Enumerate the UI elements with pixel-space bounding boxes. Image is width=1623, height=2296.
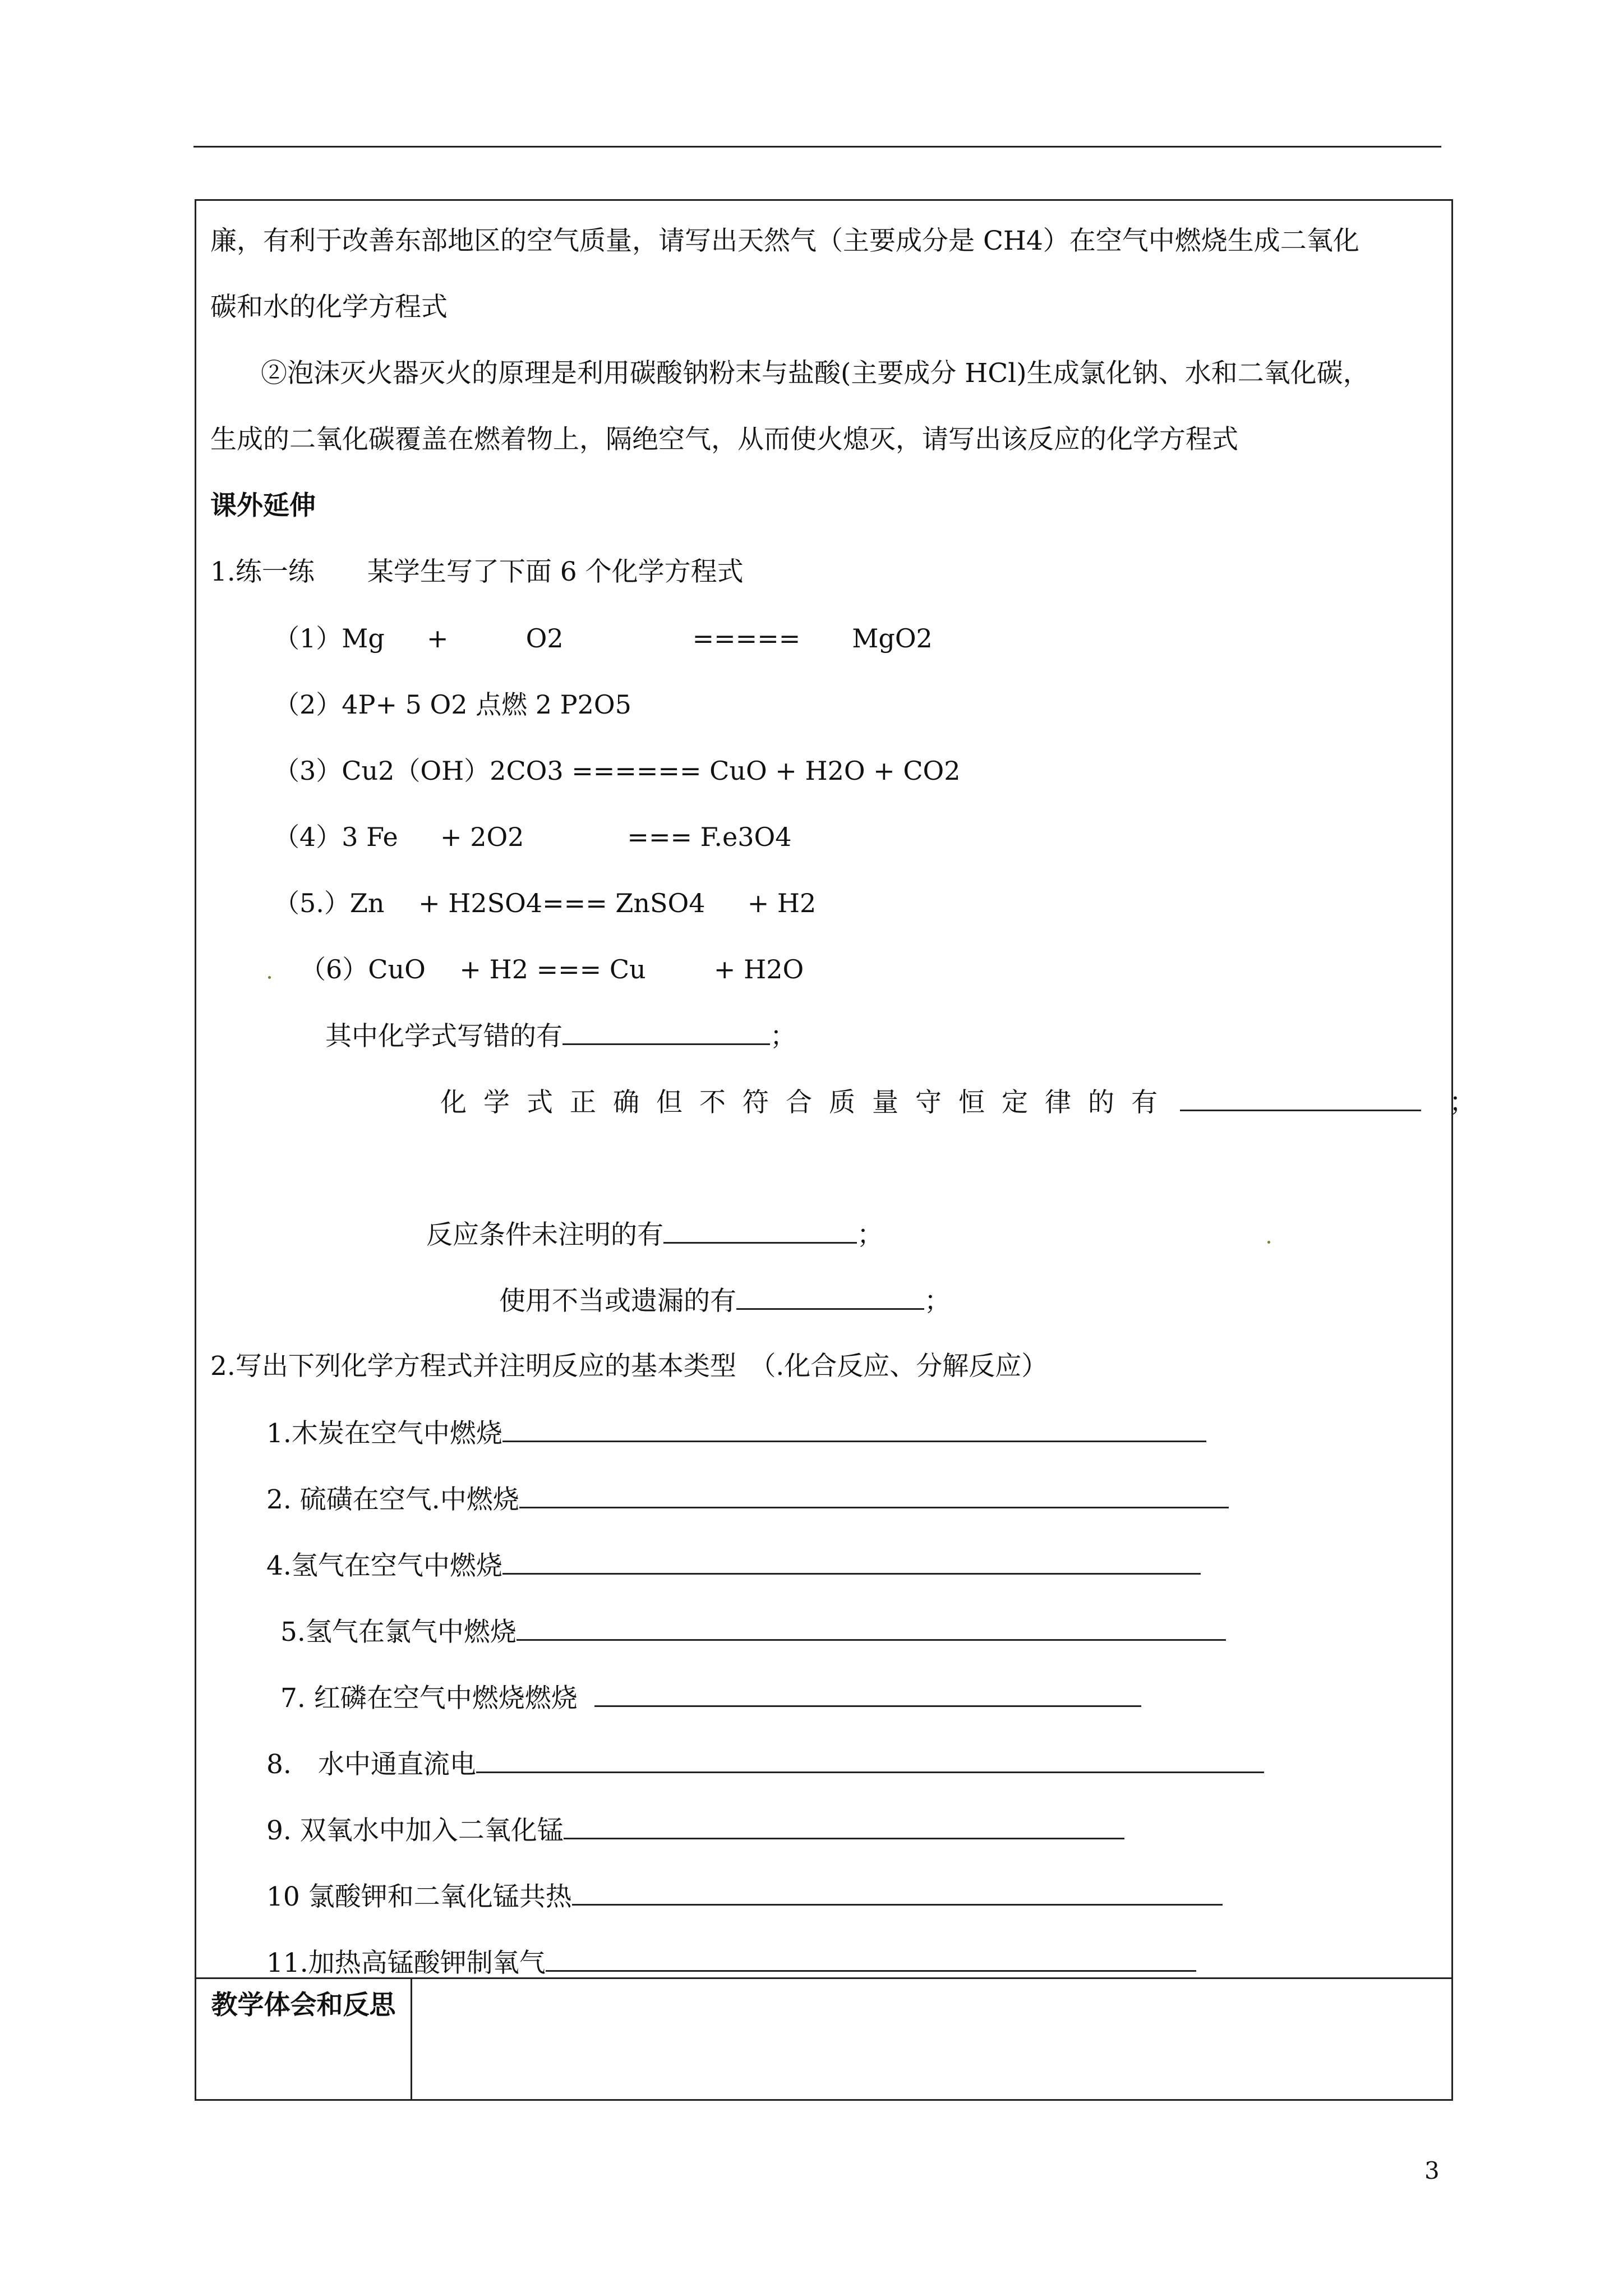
- answer-blank[interactable]: [562, 1019, 770, 1045]
- answer-blank[interactable]: [1180, 1085, 1421, 1111]
- answer-line[interactable]: [564, 1813, 1124, 1839]
- equation-5: （5.）Zn + H2SO4=== ZnSO4 + H2: [274, 888, 817, 918]
- equation-4: （4）3 Fe + 2O2 === F.e3O4: [274, 822, 792, 852]
- stray-dot: [268, 976, 271, 979]
- page-number: 3: [1424, 2157, 1440, 2184]
- list-item: 10 氯酸钾和二氧化锰共热: [266, 1879, 1223, 1914]
- wrong-formula-prompt: 其中化学式写错的有 ；: [325, 1019, 796, 1053]
- answer-line[interactable]: [502, 1548, 1201, 1575]
- equation-6: （6）CuO + H2 === Cu + H2O: [300, 954, 804, 984]
- header-rule: [193, 146, 1441, 148]
- answer-line[interactable]: [502, 1416, 1206, 1442]
- intro-line-3: ②泡沫灭火器灭火的原理是利用碳酸钠粉末与盐酸(主要成分 HCl)生成氯化钠、水和二氧化碳，: [261, 358, 1370, 389]
- answer-line[interactable]: [546, 1945, 1196, 1972]
- list-item: 4.氢气在空气中燃烧: [266, 1548, 1201, 1583]
- q2-title: 2.写出下列化学方程式并注明反应的基本类型 （.化合反应、分解反应）: [210, 1351, 1048, 1382]
- list-item: 9. 双氧水中加入二氧化锰: [266, 1813, 1124, 1848]
- list-item: 8. 水中通直流电: [266, 1747, 1264, 1782]
- equation-3: （3）Cu2（OH）2CO3 ====== CuO + H2O + CO2: [274, 756, 961, 786]
- stray-dot: [1267, 1241, 1270, 1244]
- table-column-divider: [411, 1977, 412, 2101]
- list-item: 7. 红磷在空气中燃烧燃烧: [280, 1681, 1141, 1715]
- list-item: 5.氢气在氯气中燃烧: [280, 1614, 1226, 1649]
- equation-1: （1）Mg + O2 ===== MgO2: [274, 623, 933, 654]
- list-item: 11.加热高锰酸钾制氧气: [266, 1945, 1196, 1980]
- list-item: 2. 硫磺在空气.中燃烧: [266, 1482, 1229, 1517]
- no-condition-prompt: 反应条件未注明的有 ；: [426, 1217, 883, 1252]
- answer-line[interactable]: [572, 1879, 1223, 1906]
- reflection-label: 教学体会和反思: [211, 1990, 396, 2021]
- answer-line[interactable]: [476, 1747, 1264, 1773]
- misuse-prompt: 使用不当或遗漏的有 ；: [499, 1283, 951, 1318]
- q1-title: 1.练一练 某学生写了下面 6 个化学方程式: [210, 556, 744, 587]
- answer-line[interactable]: [594, 1681, 1141, 1707]
- section-title: 课外延伸: [210, 490, 316, 521]
- answer-line[interactable]: [517, 1614, 1226, 1641]
- list-item: 1.木炭在空气中燃烧: [266, 1416, 1206, 1451]
- intro-line-1: 廉，有利于改善东部地区的空气质量，请写出天然气（主要成分是 CH4）在空气中燃烧生成二氧化: [210, 226, 1359, 256]
- reflection-input-area[interactable]: [414, 1980, 1450, 2098]
- answer-blank[interactable]: [663, 1217, 857, 1244]
- equation-2: （2）4P+ 5 O2 点燃 2 P2O5: [274, 689, 631, 720]
- mass-law-prompt: 化学式正确但不符合质量守恒定律的有 ；: [440, 1085, 1476, 1120]
- intro-line-4: 生成的二氧化碳覆盖在燃着物上，隔绝空气，从而使火熄灭，请写出该反应的化学方程式: [210, 424, 1238, 455]
- answer-line[interactable]: [519, 1482, 1229, 1508]
- intro-line-2: 碳和水的化学方程式: [210, 292, 448, 323]
- answer-blank[interactable]: [736, 1283, 924, 1310]
